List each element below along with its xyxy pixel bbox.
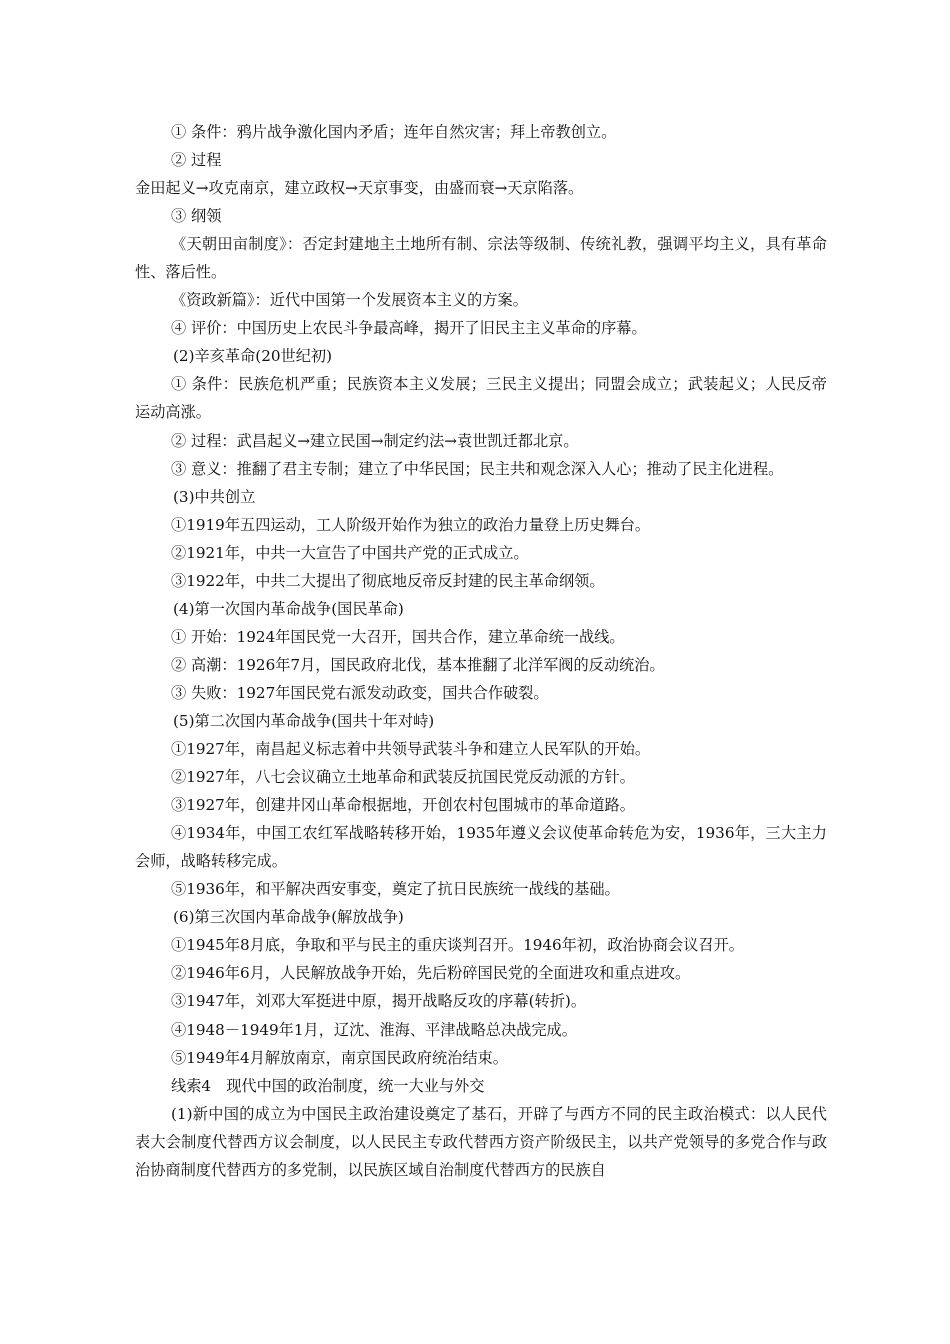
paragraph-line: ⑤1936年，和平解决西安事变，奠定了抗日民族统一战线的基础。 (171, 880, 620, 899)
paragraph-line: ④1934年，中国工农红军战略转移开始，1935年遵义会议使革命转危为安，1936年，三大主力会师，战略转移完成。 (135, 824, 827, 871)
paragraph-line: ②1946年6月，人民解放战争开始，先后粉碎国民党的全面进攻和重点进攻。 (171, 964, 691, 983)
section-heading: (6)第三次国内革命战争(解放战争) (173, 908, 404, 927)
paragraph-line: ① 条件：民族危机严重；民族资本主义发展；三民主义提出；同盟会成立；武装起义；人民反帝运动高涨。 (135, 375, 827, 422)
paragraph-line: ② 过程 (171, 151, 222, 170)
clue-heading: 线索4 现代中国的政治制度，统一大业与外交 (171, 1076, 485, 1095)
paragraph-line: ④1948－1949年1月，辽沈、淮海、平津战略总决战完成。 (171, 1020, 577, 1039)
paragraph-line: ①1945年8月底，争取和平与民主的重庆谈判召开。1946年初，政治协商会议召开。 (171, 936, 744, 955)
paragraph-line: 《天朝田亩制度》：否定封建地主土地所有制、宗法等级制、传统礼教，强调平均主义，具有革命性、落后性。 (135, 235, 827, 282)
section-heading: (3)中共创立 (173, 487, 256, 506)
paragraph-line: ②1921年，中共一大宣告了中国共产党的正式成立。 (171, 543, 529, 562)
paragraph-line: ①1927年，南昌起义标志着中共领导武装斗争和建立人民军队的开始。 (171, 740, 651, 759)
paragraph-line: ⑤1949年4月解放南京，南京国民政府统治结束。 (171, 1048, 508, 1067)
section-heading: (4)第一次国内革命战争(国民革命) (173, 599, 404, 618)
paragraph-line: (1)新中国的成立为中国民主政治建设奠定了基石，开辟了与西方不同的民主政治模式：以人民代表大会制度代替西方议会制度，以人民民主专政代替西方资产阶级民主，以共产党领导的多党合作与政治协商制度代替西方的多党制，以民族区域自治制度代替西方的民族自 (135, 1104, 827, 1179)
document-body (135, 118, 827, 1184)
paragraph-line: ②1927年，八七会议确立土地革命和武装反抗国民党反动派的方针。 (171, 768, 635, 787)
section-heading: (5)第二次国内革命战争(国共十年对峙) (173, 711, 435, 730)
paragraph-line: ② 高潮：1926年7月，国民政府北伐，基本推翻了北洋军阀的反动统治。 (171, 655, 665, 674)
paragraph-line: ① 条件：鸦片战争激化国内矛盾；连年自然灾害；拜上帝教创立。 (171, 123, 617, 141)
section-heading: (2)辛亥革命(20世纪初) (173, 347, 333, 366)
paragraph-line: ④ 评价：中国历史上农民斗争最高峰，揭开了旧民主主义革命的序幕。 (171, 319, 647, 338)
paragraph-line: ③1927年，创建井冈山革命根据地，开创农村包围城市的革命道路。 (171, 796, 635, 815)
paragraph-line: ③ 纲领 (171, 207, 222, 226)
paragraph-line: 《资政新篇》：近代中国第一个发展资本主义的方案。 (171, 291, 528, 310)
paragraph-line: ① 开始：1924年国民党一大召开，国共合作，建立革命统一战线。 (171, 627, 625, 646)
paragraph-line: ①1919年五四运动，工人阶级开始作为独立的政治力量登上历史舞台。 (171, 515, 651, 534)
paragraph-line: ③1922年，中共二大提出了彻底地反帝反封建的民主革命纲领。 (171, 571, 605, 590)
paragraph-line: ③1947年，刘邓大军挺进中原，揭开战略反攻的序幕(转折)。 (171, 992, 587, 1011)
paragraph-line: 金田起义→攻克南京，建立政权→天京事变，由盛而衰→天京陷落。 (135, 179, 584, 198)
paragraph-line: ② 过程：武昌起义→建立民国→制定约法→袁世凯迁都北京。 (171, 431, 579, 450)
paragraph-line: ③ 失败：1927年国民党右派发动政变，国共合作破裂。 (171, 683, 549, 702)
paragraph-line: ③ 意义：推翻了君主专制；建立了中华民国；民主共和观念深入人心；推动了民主化进程。 (171, 459, 784, 478)
